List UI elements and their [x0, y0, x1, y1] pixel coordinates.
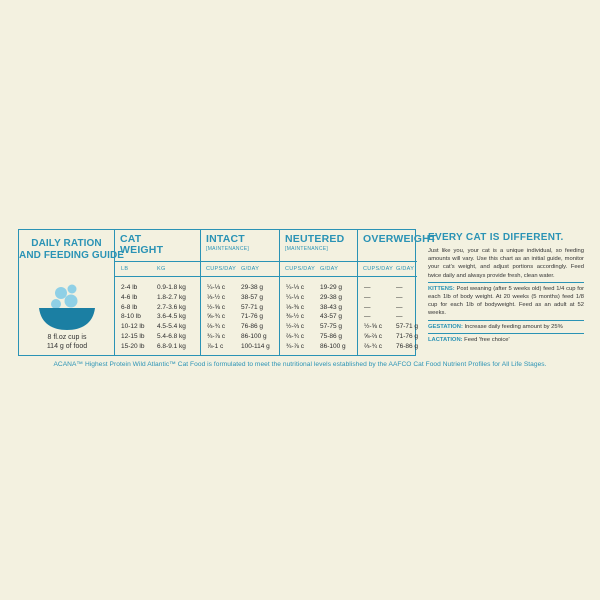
- table-row: [280, 332, 357, 342]
- grams-cell: 43-57 g: [320, 313, 343, 321]
- intact-header: [201, 230, 279, 262]
- cups-cell: ¼-⅓ c: [286, 293, 305, 301]
- intact-subtitle: [MAINTENANCE]: [206, 246, 250, 252]
- divider: [428, 282, 584, 283]
- table-row: [358, 312, 417, 322]
- grams-cell: 76-86 g: [241, 323, 264, 331]
- cups-cell: —: [364, 313, 371, 321]
- cups-cell: ⅝-⅔ c: [364, 332, 383, 340]
- table-row: [358, 332, 417, 342]
- table-row: [115, 293, 200, 303]
- table-row: [115, 322, 200, 332]
- table-row: [280, 342, 357, 352]
- kg-cell: 1.8-2.7 kg: [157, 293, 186, 301]
- intact-rows: [201, 277, 279, 352]
- ration-title-line1: DAILY RATION: [31, 238, 102, 249]
- table-row: [201, 283, 279, 293]
- cups-subheader: CUPS/DAY: [285, 266, 316, 272]
- divider: [428, 320, 584, 321]
- kg-cell: 0.9-1.8 kg: [157, 284, 186, 291]
- neutered-subheader: [280, 262, 357, 277]
- lb-cell: 10-12 lb: [121, 323, 145, 331]
- overweight-subheader: [358, 262, 417, 277]
- lactation-text: Feed 'free choice': [462, 336, 510, 343]
- info-intro: Just like you, your cat is a unique individual, so feeding amounts will vary. Use this chart as an initial guide, monitor your cat's weight, and adjust portions accordingly. Feed twice daily and always provide fresh, clean water.: [428, 248, 584, 279]
- cups-cell: —: [364, 284, 371, 291]
- grams-cell: 57-71 g: [396, 323, 419, 331]
- overweight-title: OVERWEIGHT: [363, 233, 437, 245]
- lb-cell: 2-4 lb: [121, 284, 138, 291]
- neutered-rows: [280, 277, 357, 352]
- cups-cell: ⅜-½ c: [286, 313, 305, 321]
- cup-conversion-note: [19, 333, 115, 351]
- cat-weight-subheader: [115, 262, 200, 277]
- cat-weight-title-line1: CAT: [120, 233, 142, 245]
- table-row: [115, 303, 200, 313]
- table-row: [201, 303, 279, 313]
- table-row: [115, 342, 200, 352]
- table-row: [358, 283, 417, 293]
- neutered-title: NEUTERED: [285, 233, 345, 245]
- grams-cell: 38-43 g: [320, 303, 343, 311]
- cup-note-line2: 114 g of food: [46, 343, 88, 350]
- gestation-text: Increase daily feeding amount by 25%: [462, 323, 563, 330]
- kg-cell: 3.6-4.5 kg: [157, 313, 186, 321]
- cups-cell: ½-⅔ c: [286, 323, 305, 331]
- cat-weight-title-line2: WEIGHT: [120, 244, 164, 256]
- grams-cell: 86-100 g: [241, 332, 267, 340]
- kg-subheader: KG: [157, 266, 166, 272]
- cups-subheader: CUPS/DAY: [363, 266, 394, 272]
- cups-cell: ¼-⅓ c: [286, 284, 305, 291]
- table-row: [201, 342, 279, 352]
- lb-cell: 12-15 lb: [121, 332, 145, 340]
- grams-cell: 71-76 g: [241, 313, 264, 321]
- kg-cell: 2.7-3.6 kg: [157, 303, 186, 311]
- info-body: [428, 247, 584, 344]
- grams-cell: 86-100 g: [320, 342, 346, 350]
- overweight-column: [357, 230, 437, 355]
- grams-cell: 57-75 g: [320, 323, 343, 331]
- grams-cell: 29-38 g: [241, 284, 264, 291]
- overweight-rows: [358, 277, 417, 352]
- table-row: [358, 293, 417, 303]
- table-row: [115, 283, 200, 293]
- table-row: [358, 322, 417, 332]
- cups-subheader: CUPS/DAY: [206, 266, 237, 272]
- aafco-statement: ACANA™ Highest Protein Wild Atlantic™ Cat Food is formulated to meet the nutritional levels established by the AAFCO Cat Food Nutrient Profiles for All Life Stages.: [53, 361, 547, 368]
- grams-cell: 38-57 g: [241, 293, 264, 301]
- lb-cell: 6-8 lb: [121, 303, 138, 311]
- lb-cell: 4-6 lb: [121, 293, 138, 301]
- lactation-label: LACTATION:: [428, 336, 463, 343]
- lb-cell: 15-20 lb: [121, 342, 145, 350]
- cups-cell: ¾-⅞ c: [207, 332, 226, 340]
- cups-cell: ⅓-⅜ c: [286, 303, 305, 311]
- feeding-guide-panel: [18, 229, 582, 357]
- lactation-note: [428, 336, 584, 344]
- grams-cell: 57-71 g: [241, 303, 264, 311]
- divider: [428, 333, 584, 334]
- cups-cell: —: [364, 293, 371, 301]
- cups-cell: ⅝-¾ c: [207, 313, 226, 321]
- table-row: [280, 293, 357, 303]
- info-title: EVERY CAT IS DIFFERENT.: [428, 232, 564, 243]
- grams-cell: 100-114 g: [241, 342, 270, 350]
- table-row: [280, 322, 357, 332]
- ration-title: [19, 238, 125, 262]
- gestation-note: [428, 323, 584, 331]
- cups-cell: ¾-⅞ c: [286, 342, 305, 350]
- cups-cell: ⅔-¾ c: [207, 323, 226, 331]
- table-row: [280, 312, 357, 322]
- lb-cell: 8-10 lb: [121, 313, 141, 321]
- neutered-subtitle: [MAINTENANCE]: [285, 246, 329, 252]
- cups-cell: ½-⅝ c: [364, 323, 383, 331]
- cups-cell: ⅔-¾ c: [364, 342, 383, 350]
- neutered-header: [280, 230, 357, 262]
- grams-cell: 76-86 g: [396, 342, 419, 350]
- table-row: [115, 312, 200, 322]
- cups-cell: ⅞-1 c: [207, 342, 224, 350]
- gestation-label: GESTATION:: [428, 323, 463, 330]
- grams-subheader: G/DAY: [241, 266, 260, 272]
- grams-subheader: G/DAY: [320, 266, 339, 272]
- kg-cell: 5.4-6.8 kg: [157, 332, 186, 340]
- table-row: [358, 342, 417, 352]
- overweight-header: [358, 230, 437, 262]
- kg-cell: 6.8-9.1 kg: [157, 342, 186, 350]
- cat-weight-header: [115, 230, 200, 262]
- grams-cell: 75-86 g: [320, 332, 343, 340]
- grams-cell: 29-38 g: [320, 293, 343, 301]
- cups-cell: ⅓-½ c: [207, 293, 226, 301]
- table-row: [201, 322, 279, 332]
- intact-subheader: [201, 262, 279, 277]
- table-row: [280, 283, 357, 293]
- feeding-columns: [115, 230, 437, 355]
- ration-title-line2: AND FEEDING GUIDE: [19, 250, 125, 261]
- cups-cell: ¼-⅓ c: [207, 284, 226, 291]
- neutered-column: [279, 230, 357, 355]
- feeding-info: [428, 229, 584, 344]
- kittens-note: [428, 285, 584, 318]
- intact-column: [200, 230, 279, 355]
- cups-cell: —: [364, 303, 371, 311]
- grams-subheader: G/DAY: [396, 266, 415, 272]
- feeding-table: [18, 229, 437, 356]
- grams-cell: —: [396, 284, 403, 291]
- table-row: [201, 332, 279, 342]
- grams-cell: —: [396, 293, 403, 301]
- intact-title: INTACT: [206, 233, 245, 245]
- lb-subheader: LB: [121, 266, 129, 272]
- grams-cell: —: [396, 313, 403, 321]
- table-row: [115, 332, 200, 342]
- cups-cell: ⅔-¾ c: [286, 332, 305, 340]
- cat-weight-column: [115, 230, 200, 355]
- kittens-text: Post weaning (after 5 weeks old) feed 1/4 cup for each 1lb of body weight. At 20 weeks (5 months) feed 1/8 cup for each 1lb of bodyweight. Feed as an adult at 52 weeks.: [428, 285, 584, 317]
- table-row: [201, 312, 279, 322]
- food-bowl-icon: [35, 282, 99, 336]
- table-row: [201, 293, 279, 303]
- grams-cell: 19-29 g: [320, 284, 343, 291]
- grams-cell: 71-76 g: [396, 332, 419, 340]
- kg-cell: 4.5-5.4 kg: [157, 323, 186, 331]
- table-row: [280, 303, 357, 313]
- cup-note-line1: 8 fl.oz cup is: [47, 334, 87, 341]
- table-row: [358, 303, 417, 313]
- grams-cell: —: [396, 303, 403, 311]
- kittens-label: KITTENS:: [428, 285, 455, 292]
- cups-cell: ½-⅝ c: [207, 303, 226, 311]
- cat-weight-rows: [115, 277, 200, 352]
